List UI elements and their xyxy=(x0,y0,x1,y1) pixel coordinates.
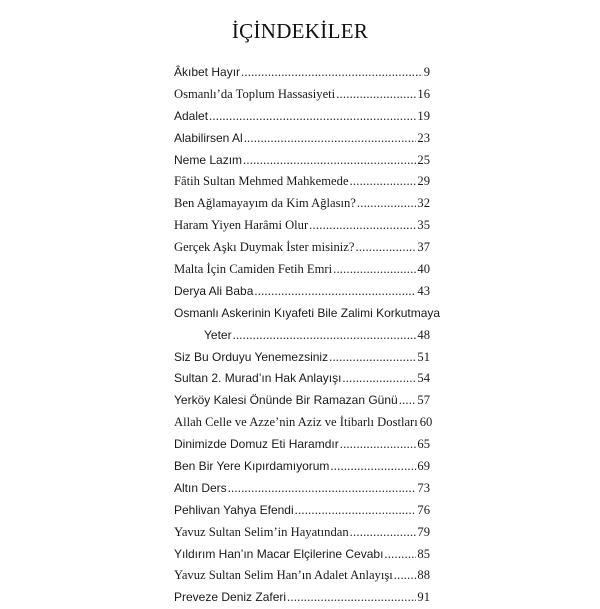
toc-entry xyxy=(174,347,430,369)
toc-entry xyxy=(174,171,430,193)
toc-dot-leader xyxy=(357,193,417,215)
toc-entry-page-number: 35 xyxy=(417,218,430,233)
toc-entry-page-number: 79 xyxy=(417,524,430,539)
toc-entry-page-number: 16 xyxy=(417,86,430,101)
toc-entry-page-number: 37 xyxy=(417,240,430,255)
toc-entry-page-number: 54 xyxy=(417,371,430,386)
toc-entry-title: Osmanlı’da Toplum Hassasiyeti xyxy=(174,86,336,101)
toc-entry-page-number: 88 xyxy=(417,568,430,583)
toc-dot-leader xyxy=(309,215,416,237)
toc-entry-title: Yavuz Sultan Selim’in Hayatından xyxy=(174,524,349,539)
toc-entry xyxy=(174,412,433,434)
toc-entry xyxy=(174,62,430,84)
toc-dot-leader xyxy=(244,128,417,150)
toc-entry-title: Adalet xyxy=(174,108,209,123)
toc-dot-leader xyxy=(394,565,417,587)
toc-entry-page-number: 29 xyxy=(417,174,430,189)
toc-entry-title: Alabilirsen Al xyxy=(174,130,243,145)
toc-entry-page-number: 85 xyxy=(417,546,430,561)
toc-entry-title: Haram Yiyen Harâmi Olur xyxy=(174,218,309,233)
toc-entry xyxy=(174,587,430,609)
toc-entry xyxy=(174,215,430,237)
toc-dot-leader xyxy=(254,281,416,303)
toc-entry-page-number: 40 xyxy=(417,262,430,277)
toc-dot-leader xyxy=(340,434,417,456)
toc-entry xyxy=(174,259,430,281)
toc-entry-title: Yerköy Kalesi Önünde Bir Ramazan Günü xyxy=(174,393,398,408)
toc-entry-page-number: 43 xyxy=(417,283,430,298)
toc-entry-page-number: 25 xyxy=(417,152,430,167)
toc-entry xyxy=(174,193,430,215)
toc-dot-leader xyxy=(243,150,416,172)
toc-entry-page-number: 76 xyxy=(417,502,430,517)
toc-entry-title: Preveze Deniz Zaferi xyxy=(174,590,287,605)
toc-entry-page-number: 51 xyxy=(417,349,430,364)
toc-entry xyxy=(174,565,430,587)
toc-entry xyxy=(174,325,430,347)
toc-entry-title: Sultan 2. Murad’ın Hak Anlayışı xyxy=(174,371,342,386)
toc-entry xyxy=(174,106,430,128)
toc-dot-leader xyxy=(209,106,416,128)
toc-entry-title: Osmanlı Askerinin Kıyafeti Bile Zalimi Korkutmaya xyxy=(174,305,441,320)
toc-entry xyxy=(174,522,430,544)
toc-entry-page-number: 91 xyxy=(417,590,430,605)
toc-dot-leader xyxy=(350,522,417,544)
toc-entry-title: Ben Bir Yere Kıpırdamıyorum xyxy=(174,459,330,474)
toc-entry-page-number: 57 xyxy=(417,393,430,408)
toc-entry-title: Yavuz Sultan Selim Han’ın Adalet Anlayışı xyxy=(174,568,393,583)
toc-entry-title: Malta İçin Camiden Fetih Emri xyxy=(174,262,333,277)
toc-entry-title: Ben Ağlamayayım da Kim Ağlasın? xyxy=(174,196,356,211)
toc-entry-title: Fâtih Sultan Mehmed Mahkemede xyxy=(174,174,349,189)
toc-dot-leader xyxy=(233,325,417,347)
toc-dot-leader xyxy=(228,478,417,500)
page-title: İÇİNDEKİLER xyxy=(231,19,369,43)
toc-dot-leader xyxy=(355,237,416,259)
toc-entry-title: Neme Lazım xyxy=(174,152,243,167)
toc-entry-page-number: 23 xyxy=(417,130,430,145)
toc-dot-leader xyxy=(329,347,416,369)
toc-entry-page-number: 19 xyxy=(417,108,430,123)
toc-entry-page-number: 73 xyxy=(417,480,430,495)
toc-entry-title: Dinimizde Domuz Eti Haramdır xyxy=(174,437,339,452)
toc-entry xyxy=(174,237,430,259)
toc-entry-page-number: 69 xyxy=(417,459,430,474)
toc-dot-leader xyxy=(399,390,417,412)
toc-dot-leader xyxy=(333,259,416,281)
toc-entry-title: Siz Bu Orduyu Yenemezsiniz xyxy=(174,349,329,364)
toc-entry-title: Pehlivan Yahya Efendi xyxy=(174,502,294,517)
toc-dot-leader xyxy=(350,171,417,193)
toc-dot-leader xyxy=(287,587,416,609)
toc-dot-leader xyxy=(384,544,416,566)
toc-entry-title: Gerçek Aşkı Duymak İster misiniz? xyxy=(174,240,355,255)
toc-entry-title: Allah Celle ve Azze’nin Aziz ve İtibarlı Dostları xyxy=(174,415,418,430)
toc-entry xyxy=(174,84,430,106)
toc-dot-leader xyxy=(336,84,416,106)
toc-entry xyxy=(174,434,430,456)
toc-entry-title: Yeter xyxy=(204,327,232,342)
toc-entry-title: Altın Ders xyxy=(174,480,227,495)
toc-entry xyxy=(174,544,430,566)
toc-entry xyxy=(174,456,430,478)
toc-entry xyxy=(174,281,430,303)
toc-entry-title: Derya Ali Baba xyxy=(174,283,254,298)
toc-entry xyxy=(174,128,430,150)
toc-entry xyxy=(174,500,430,522)
table-of-contents xyxy=(174,62,441,609)
toc-entry-title: Âkıbet Hayır xyxy=(174,65,241,79)
toc-entry-title: Yıldırım Han’ın Macar Elçilerine Cevabı xyxy=(174,546,384,561)
toc-entry xyxy=(174,478,430,500)
toc-entry-page-number: 48 xyxy=(417,327,430,342)
toc-entry-page-number: 60 xyxy=(419,415,433,430)
toc-entry-page-number: 32 xyxy=(417,196,430,211)
toc-dot-leader xyxy=(342,368,416,390)
toc-entry xyxy=(174,390,430,412)
toc-entry xyxy=(174,368,430,390)
toc-entry-page-number: 9 xyxy=(423,65,430,79)
toc-entry-page-number: 65 xyxy=(417,437,430,452)
toc-entry xyxy=(174,303,441,325)
toc-dot-leader xyxy=(241,62,423,84)
toc-entry xyxy=(174,150,430,172)
toc-dot-leader xyxy=(330,456,416,478)
toc-dot-leader xyxy=(295,500,417,522)
